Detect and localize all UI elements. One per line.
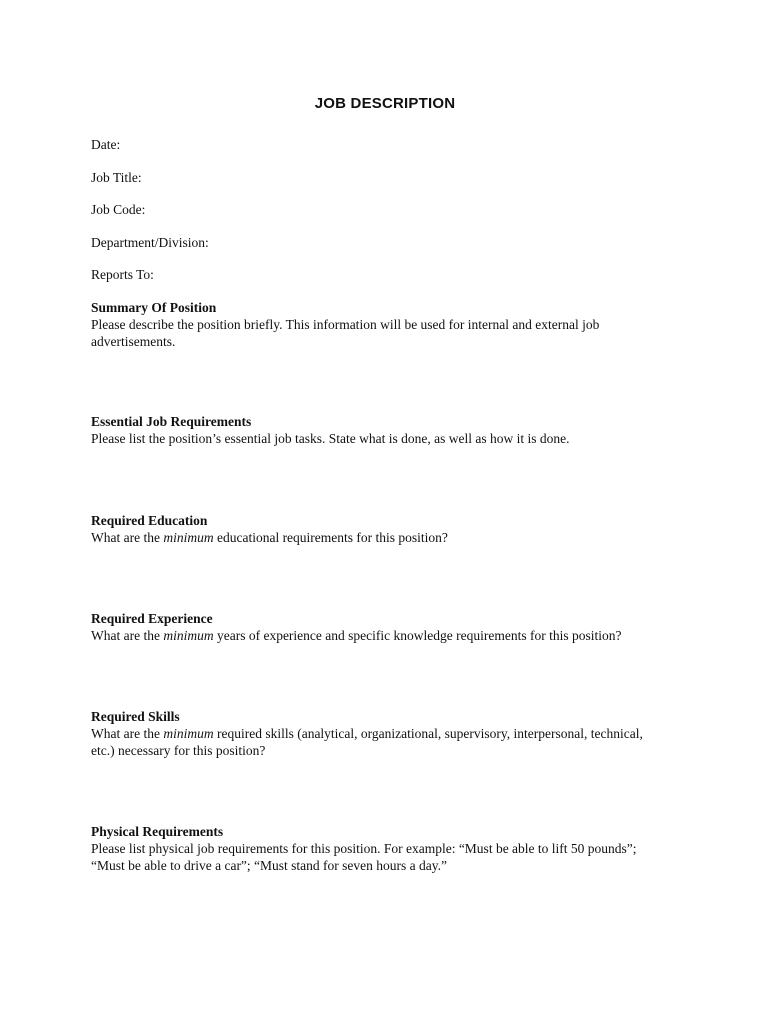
essential-requirements-body: Please list the position’s essential job tasks. State what is done, as well as how it is done. [91, 431, 570, 446]
education-body-post: educational requirements for this position? [213, 530, 448, 545]
department-field-label: Department/Division: [91, 235, 209, 250]
education-body-emphasis: minimum [163, 530, 214, 545]
physical-requirements-body-line2: “Must be able to drive a car”; “Must stand for seven hours a day.” [91, 858, 448, 873]
skills-body-pre: What are the [91, 726, 164, 741]
summary-body-line1: Please describe the position briefly. This information will be used for internal and external job [91, 317, 600, 332]
physical-requirements-body-line1: Please list physical job requirements for this position. For example: “Must be able to lift 50 pounds”; [91, 841, 637, 856]
date-field-label: Date: [91, 137, 121, 152]
education-heading: Required Education [91, 513, 208, 528]
education-section [91, 512, 671, 546]
experience-body [91, 627, 671, 644]
experience-section [91, 610, 671, 644]
education-body [91, 529, 671, 546]
reports-to-field-label: Reports To: [91, 267, 154, 282]
physical-requirements-section [91, 823, 671, 874]
skills-section [91, 708, 671, 759]
experience-body-emphasis: minimum [163, 628, 214, 643]
job-code-field-label: Job Code: [91, 202, 146, 217]
summary-heading: Summary Of Position [91, 300, 217, 315]
skills-body-post: required skills (analytical, organizational, supervisory, interpersonal, technical, [213, 726, 643, 741]
skills-heading: Required Skills [91, 709, 180, 724]
education-body-pre: What are the [91, 530, 164, 545]
document-title: JOB DESCRIPTION [314, 95, 456, 112]
skills-body-emphasis: minimum [163, 726, 214, 741]
summary-body-line2: advertisements. [91, 334, 176, 349]
essential-requirements-heading: Essential Job Requirements [91, 414, 252, 429]
summary-section [91, 299, 671, 350]
experience-heading: Required Experience [91, 611, 213, 626]
skills-body-line1 [91, 725, 671, 742]
physical-requirements-heading: Physical Requirements [91, 824, 224, 839]
job-title-field-label: Job Title: [91, 170, 142, 185]
skills-body-line2: etc.) necessary for this position? [91, 743, 266, 758]
experience-body-post: years of experience and specific knowledge requirements for this position? [213, 628, 622, 643]
experience-body-pre: What are the [91, 628, 164, 643]
essential-requirements-section [91, 413, 671, 447]
